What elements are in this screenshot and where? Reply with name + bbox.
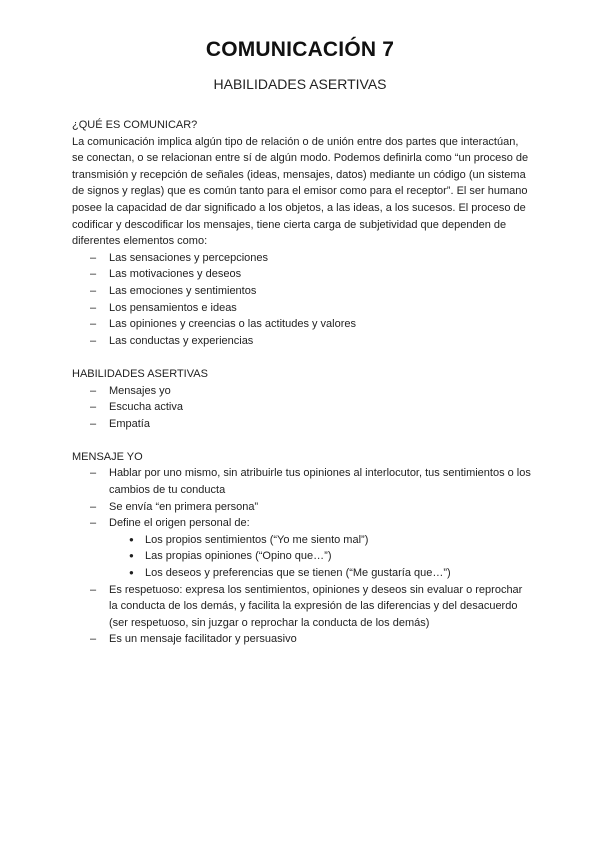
sublist-item: ● Las propias opiniones (“Opino que…”) xyxy=(109,548,532,565)
list-item: – Escucha activa xyxy=(72,399,532,416)
list-item: – Empatía xyxy=(72,416,532,433)
spacer xyxy=(72,349,532,366)
section-heading-mensaje-yo: MENSAJE YO xyxy=(72,450,143,463)
page-title: COMUNICACIÓN 7 xyxy=(205,38,395,61)
section-heading-habilidades-asertivas: HABILIDADES ASERTIVAS xyxy=(72,367,208,380)
sublist-item: ● Los propios sentimientos (“Yo me siento mal”) xyxy=(109,532,532,549)
mensaje-yo-list xyxy=(72,465,532,648)
list-item: – Las sensaciones y percepciones xyxy=(72,250,532,267)
definition-paragraph: La comunicación implica algún tipo de relación o de unión entre dos partes que interactúan, se conectan, o se relacionan entre sí de algún modo. Podemos definirla como “un proceso de transmisión y recepción de señales (ideas, mensajes, datos) mediante un código (un sistema de signos y reglas) que es común tanto para el emisor como para el receptor”. El ser humano posee la capacidad de dar significado a los objetos, a las ideas, a los sucesos. El proceso de codificar y descodificar los mensajes, tiene cierta carga de subjetividad que dependen de diferentes elementos como: xyxy=(72,135,529,248)
list-item: – Las opiniones y creencias o las actitudes y valores xyxy=(72,316,532,333)
list-item: – Se envía “en primera persona” xyxy=(72,499,532,516)
list-item: – Mensajes yo xyxy=(72,383,532,400)
document-body xyxy=(72,117,532,648)
origin-sublist xyxy=(109,532,532,582)
list-item: – Los pensamientos e ideas xyxy=(72,300,532,317)
section-heading-que-es-comunicar: ¿QUÉ ES COMUNICAR? xyxy=(72,119,198,131)
list-item: – Es un mensaje facilitador y persuasivo xyxy=(72,631,532,648)
skills-list xyxy=(72,383,532,433)
list-item: – Las motivaciones y deseos xyxy=(72,266,532,283)
spacer xyxy=(72,432,532,449)
list-item: – Las conductas y experiencias xyxy=(72,333,532,350)
list-item xyxy=(72,515,532,581)
list-item: – Hablar por uno mismo, sin atribuirle tus opiniones al interlocutor, tus sentimientos o los cambios de tu conducta xyxy=(72,465,532,498)
elements-list xyxy=(72,250,532,350)
sublist-item: ● Los deseos y preferencias que se tienen (“Me gustaría que…”) xyxy=(109,565,532,582)
list-item: – Es respetuoso: expresa los sentimientos, opiniones y deseos sin evaluar o reprochar la conducta de los demás, y facilita la expresión de las diferencias y del desacuerdo (ser respetuoso, sin juzgar o reprochar la conducta de los demás) xyxy=(72,582,532,632)
list-item: – Las emociones y sentimientos xyxy=(72,283,532,300)
page-subtitle: HABILIDADES ASERTIVAS xyxy=(213,76,387,92)
list-item-text: Define el origen personal de: xyxy=(109,517,250,530)
